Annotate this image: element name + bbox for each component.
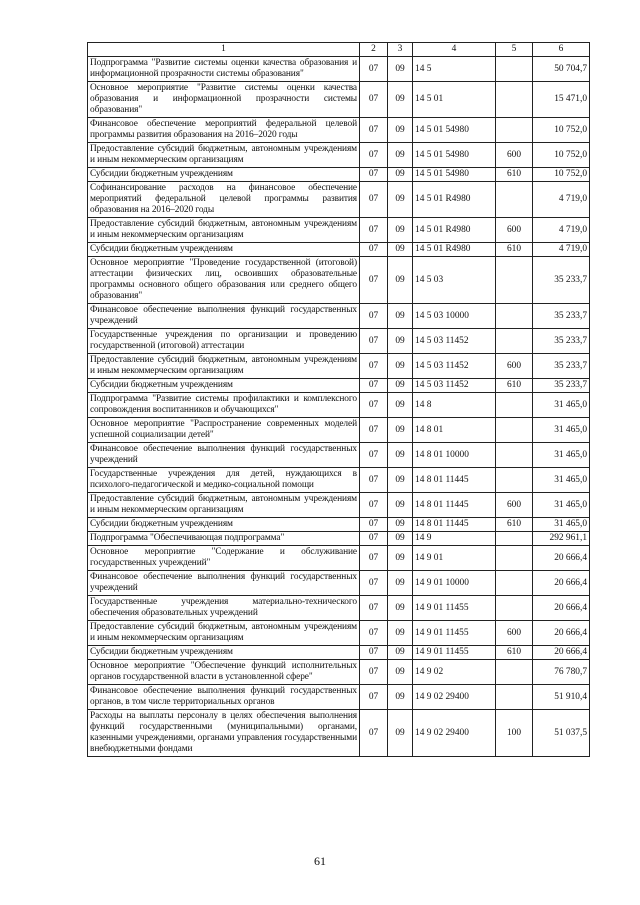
cell-section: 07 <box>360 329 388 354</box>
cell-expense-type <box>496 546 533 571</box>
cell-expense-type <box>496 82 533 118</box>
cell-name: Предоставление субсидий бюджетным, автономным учреждениям и иным некоммерческим организациям <box>88 218 360 243</box>
cell-subsection: 09 <box>388 118 413 143</box>
cell-name: Подпрограмма "Развитие системы профилактики и комплексного сопровождения воспитанников и обучающихся" <box>88 393 360 418</box>
cell-expense-type: 610 <box>496 168 533 182</box>
table-row <box>88 182 590 218</box>
cell-name: Расходы на выплаты персоналу в целях обеспечения выполнения функций государственными (муниципальными) органами, казенными учреждениями, органами управления государственными внебюджетными фондами <box>88 710 360 757</box>
cell-name: Субсидии бюджетным учреждениям <box>88 518 360 532</box>
cell-subsection: 09 <box>388 660 413 685</box>
cell-section: 07 <box>360 393 388 418</box>
table-row <box>88 518 590 532</box>
cell-amount: 50 704,7 <box>533 57 590 82</box>
cell-subsection: 09 <box>388 354 413 379</box>
cell-expense-type <box>496 393 533 418</box>
cell-name: Государственные учреждения по организации и проведению государственной (итоговой) аттестации <box>88 329 360 354</box>
cell-amount: 31 465,0 <box>533 443 590 468</box>
table-header-row <box>88 43 590 57</box>
cell-amount: 76 780,7 <box>533 660 590 685</box>
cell-subsection: 09 <box>388 443 413 468</box>
cell-expense-type <box>496 660 533 685</box>
cell-expense-type: 600 <box>496 493 533 518</box>
table-row <box>88 168 590 182</box>
table-row <box>88 443 590 468</box>
cell-target-article: 14 8 01 10000 <box>413 443 496 468</box>
cell-name: Субсидии бюджетным учреждениям <box>88 646 360 660</box>
cell-subsection: 09 <box>388 710 413 757</box>
cell-amount: 35 233,7 <box>533 329 590 354</box>
cell-subsection: 09 <box>388 493 413 518</box>
cell-name: Основное мероприятие "Развитие системы оценки качества образования и информационной прозрачности системы образования" <box>88 82 360 118</box>
cell-section: 07 <box>360 546 388 571</box>
cell-name: Финансовое обеспечение выполнения функций государственных органов, в том числе территориальных органов <box>88 685 360 710</box>
cell-expense-type: 600 <box>496 143 533 168</box>
cell-expense-type: 600 <box>496 354 533 379</box>
cell-expense-type: 100 <box>496 710 533 757</box>
cell-target-article: 14 9 01 <box>413 546 496 571</box>
cell-expense-type <box>496 571 533 596</box>
table-row <box>88 596 590 621</box>
cell-target-article: 14 5 01 54980 <box>413 143 496 168</box>
cell-name: Предоставление субсидий бюджетным, автономным учреждениям и иным некоммерческим организациям <box>88 493 360 518</box>
cell-target-article: 14 5 01 R4980 <box>413 182 496 218</box>
cell-section: 07 <box>360 532 388 546</box>
header-col-2: 2 <box>360 43 388 57</box>
cell-amount: 10 752,0 <box>533 168 590 182</box>
cell-name: Финансовое обеспечение выполнения функций государственных учреждений <box>88 571 360 596</box>
cell-amount: 15 471,0 <box>533 82 590 118</box>
cell-subsection: 09 <box>388 418 413 443</box>
cell-amount: 35 233,7 <box>533 257 590 304</box>
cell-name: Предоставление субсидий бюджетным, автономным учреждениям и иным некоммерческим организациям <box>88 354 360 379</box>
cell-subsection: 09 <box>388 143 413 168</box>
table-row <box>88 571 590 596</box>
cell-amount: 35 233,7 <box>533 304 590 329</box>
cell-expense-type: 600 <box>496 621 533 646</box>
cell-section: 07 <box>360 443 388 468</box>
cell-target-article: 14 9 01 11455 <box>413 646 496 660</box>
cell-subsection: 09 <box>388 621 413 646</box>
cell-subsection: 09 <box>388 393 413 418</box>
cell-expense-type <box>496 596 533 621</box>
cell-subsection: 09 <box>388 546 413 571</box>
cell-section: 07 <box>360 710 388 757</box>
cell-name: Субсидии бюджетным учреждениям <box>88 379 360 393</box>
cell-name: Софинансирование расходов на финансовое обеспечение мероприятий федеральной целевой программы развития образования на 2016–2020 годы <box>88 182 360 218</box>
cell-expense-type <box>496 443 533 468</box>
table-row <box>88 57 590 82</box>
cell-name: Финансовое обеспечение выполнения функций государственных учреждений <box>88 304 360 329</box>
cell-section: 07 <box>360 685 388 710</box>
cell-expense-type: 610 <box>496 518 533 532</box>
cell-amount: 20 666,4 <box>533 621 590 646</box>
cell-subsection: 09 <box>388 329 413 354</box>
cell-amount: 31 465,0 <box>533 418 590 443</box>
cell-name: Предоставление субсидий бюджетным, автономным учреждениям и иным некоммерческим организациям <box>88 143 360 168</box>
cell-subsection: 09 <box>388 379 413 393</box>
cell-target-article: 14 9 01 11455 <box>413 621 496 646</box>
cell-name: Субсидии бюджетным учреждениям <box>88 168 360 182</box>
header-col-5: 5 <box>496 43 533 57</box>
header-col-3: 3 <box>388 43 413 57</box>
cell-target-article: 14 9 01 10000 <box>413 571 496 596</box>
cell-section: 07 <box>360 418 388 443</box>
cell-amount: 31 465,0 <box>533 468 590 493</box>
cell-name: Подпрограмма "Обеспечивающая подпрограмма" <box>88 532 360 546</box>
table-row <box>88 118 590 143</box>
cell-amount: 35 233,7 <box>533 379 590 393</box>
cell-expense-type <box>496 418 533 443</box>
cell-target-article: 14 5 01 R4980 <box>413 218 496 243</box>
cell-amount: 292 961,1 <box>533 532 590 546</box>
cell-name: Финансовое обеспечение выполнения функций государственных учреждений <box>88 443 360 468</box>
cell-name: Подпрограмма "Развитие системы оценки качества образования и информационной прозрачности системы образования" <box>88 57 360 82</box>
table-row <box>88 393 590 418</box>
cell-subsection: 09 <box>388 243 413 257</box>
cell-section: 07 <box>360 660 388 685</box>
cell-section: 07 <box>360 143 388 168</box>
cell-expense-type: 600 <box>496 218 533 243</box>
cell-amount: 4 719,0 <box>533 182 590 218</box>
page-number: 61 <box>314 854 326 868</box>
cell-section: 07 <box>360 82 388 118</box>
table-row <box>88 621 590 646</box>
cell-amount: 4 719,0 <box>533 243 590 257</box>
table-row <box>88 143 590 168</box>
cell-target-article: 14 9 <box>413 532 496 546</box>
cell-name: Финансовое обеспечение мероприятий федеральной целевой программы развития образования на 2016–2020 годы <box>88 118 360 143</box>
cell-subsection: 09 <box>388 182 413 218</box>
header-col-6: 6 <box>533 43 590 57</box>
cell-expense-type <box>496 685 533 710</box>
cell-subsection: 09 <box>388 257 413 304</box>
cell-amount: 51 037,5 <box>533 710 590 757</box>
cell-section: 07 <box>360 646 388 660</box>
table-row <box>88 418 590 443</box>
cell-amount: 10 752,0 <box>533 118 590 143</box>
table-row <box>88 468 590 493</box>
table-body <box>88 57 590 757</box>
table-row <box>88 218 590 243</box>
cell-subsection: 09 <box>388 646 413 660</box>
table-row <box>88 257 590 304</box>
table-row <box>88 493 590 518</box>
cell-section: 07 <box>360 518 388 532</box>
table-row <box>88 354 590 379</box>
table-row <box>88 243 590 257</box>
cell-amount: 10 752,0 <box>533 143 590 168</box>
cell-section: 07 <box>360 596 388 621</box>
cell-expense-type: 610 <box>496 646 533 660</box>
cell-target-article: 14 5 03 11452 <box>413 379 496 393</box>
cell-target-article: 14 5 01 54980 <box>413 118 496 143</box>
cell-target-article: 14 5 03 11452 <box>413 329 496 354</box>
cell-target-article: 14 9 01 11455 <box>413 596 496 621</box>
cell-amount: 20 666,4 <box>533 546 590 571</box>
cell-target-article: 14 8 01 <box>413 418 496 443</box>
cell-subsection: 09 <box>388 218 413 243</box>
cell-amount: 31 465,0 <box>533 518 590 532</box>
cell-subsection: 09 <box>388 168 413 182</box>
cell-expense-type <box>496 532 533 546</box>
cell-amount: 20 666,4 <box>533 571 590 596</box>
cell-name: Государственные учреждения для детей, нуждающихся в психолого-педагогической и медико-социальной помощи <box>88 468 360 493</box>
table-row <box>88 646 590 660</box>
table-row <box>88 710 590 757</box>
cell-name: Предоставление субсидий бюджетным, автономным учреждениям и иным некоммерческим организациям <box>88 621 360 646</box>
cell-amount: 31 465,0 <box>533 393 590 418</box>
cell-section: 07 <box>360 571 388 596</box>
cell-expense-type <box>496 257 533 304</box>
cell-amount: 35 233,7 <box>533 354 590 379</box>
cell-section: 07 <box>360 468 388 493</box>
cell-section: 07 <box>360 257 388 304</box>
table-row <box>88 304 590 329</box>
cell-target-article: 14 9 02 29400 <box>413 685 496 710</box>
cell-section: 07 <box>360 354 388 379</box>
cell-section: 07 <box>360 243 388 257</box>
cell-subsection: 09 <box>388 57 413 82</box>
cell-section: 07 <box>360 218 388 243</box>
cell-target-article: 14 9 02 <box>413 660 496 685</box>
cell-target-article: 14 5 03 10000 <box>413 304 496 329</box>
table-row <box>88 379 590 393</box>
cell-amount: 20 666,4 <box>533 646 590 660</box>
cell-subsection: 09 <box>388 596 413 621</box>
table-row <box>88 82 590 118</box>
cell-target-article: 14 5 <box>413 57 496 82</box>
cell-amount: 51 910,4 <box>533 685 590 710</box>
cell-expense-type <box>496 468 533 493</box>
cell-subsection: 09 <box>388 82 413 118</box>
table-row <box>88 685 590 710</box>
cell-section: 07 <box>360 493 388 518</box>
cell-section: 07 <box>360 379 388 393</box>
cell-name: Основное мероприятие "Обеспечение функций исполнительных органов государственной власти в установленной сфере" <box>88 660 360 685</box>
table-row <box>88 329 590 354</box>
cell-name: Основное мероприятие "Проведение государственной (итоговой) аттестации физических лиц, освоивших образовательные программы основного общего образования или среднего общего образования" <box>88 257 360 304</box>
cell-expense-type <box>496 182 533 218</box>
header-col-1: 1 <box>88 43 360 57</box>
cell-expense-type <box>496 304 533 329</box>
cell-name: Субсидии бюджетным учреждениям <box>88 243 360 257</box>
cell-target-article: 14 8 01 11445 <box>413 493 496 518</box>
cell-name: Основное мероприятие "Распространение современных моделей успешной социализации детей" <box>88 418 360 443</box>
cell-expense-type <box>496 118 533 143</box>
cell-expense-type: 610 <box>496 243 533 257</box>
cell-subsection: 09 <box>388 532 413 546</box>
cell-amount: 4 719,0 <box>533 218 590 243</box>
cell-target-article: 14 8 01 11445 <box>413 468 496 493</box>
cell-section: 07 <box>360 182 388 218</box>
cell-section: 07 <box>360 168 388 182</box>
cell-section: 07 <box>360 304 388 329</box>
cell-section: 07 <box>360 621 388 646</box>
table-row <box>88 546 590 571</box>
budget-table <box>87 42 590 757</box>
cell-subsection: 09 <box>388 685 413 710</box>
cell-name: Основное мероприятие "Содержание и обслуживание государственных учреждений" <box>88 546 360 571</box>
cell-target-article: 14 5 01 54980 <box>413 168 496 182</box>
header-col-4: 4 <box>413 43 496 57</box>
cell-subsection: 09 <box>388 571 413 596</box>
cell-amount: 20 666,4 <box>533 596 590 621</box>
cell-target-article: 14 9 02 29400 <box>413 710 496 757</box>
table-row <box>88 660 590 685</box>
cell-subsection: 09 <box>388 468 413 493</box>
cell-target-article: 14 5 01 <box>413 82 496 118</box>
cell-target-article: 14 5 03 11452 <box>413 354 496 379</box>
cell-target-article: 14 5 01 R4980 <box>413 243 496 257</box>
cell-target-article: 14 8 01 11445 <box>413 518 496 532</box>
table-row <box>88 532 590 546</box>
cell-expense-type <box>496 57 533 82</box>
cell-subsection: 09 <box>388 518 413 532</box>
cell-section: 07 <box>360 57 388 82</box>
cell-target-article: 14 5 03 <box>413 257 496 304</box>
cell-expense-type: 610 <box>496 379 533 393</box>
cell-subsection: 09 <box>388 304 413 329</box>
cell-target-article: 14 8 <box>413 393 496 418</box>
cell-name: Государственные учреждения материально-технического обеспечения образовательных учреждений <box>88 596 360 621</box>
cell-expense-type <box>496 329 533 354</box>
cell-section: 07 <box>360 118 388 143</box>
cell-amount: 31 465,0 <box>533 493 590 518</box>
